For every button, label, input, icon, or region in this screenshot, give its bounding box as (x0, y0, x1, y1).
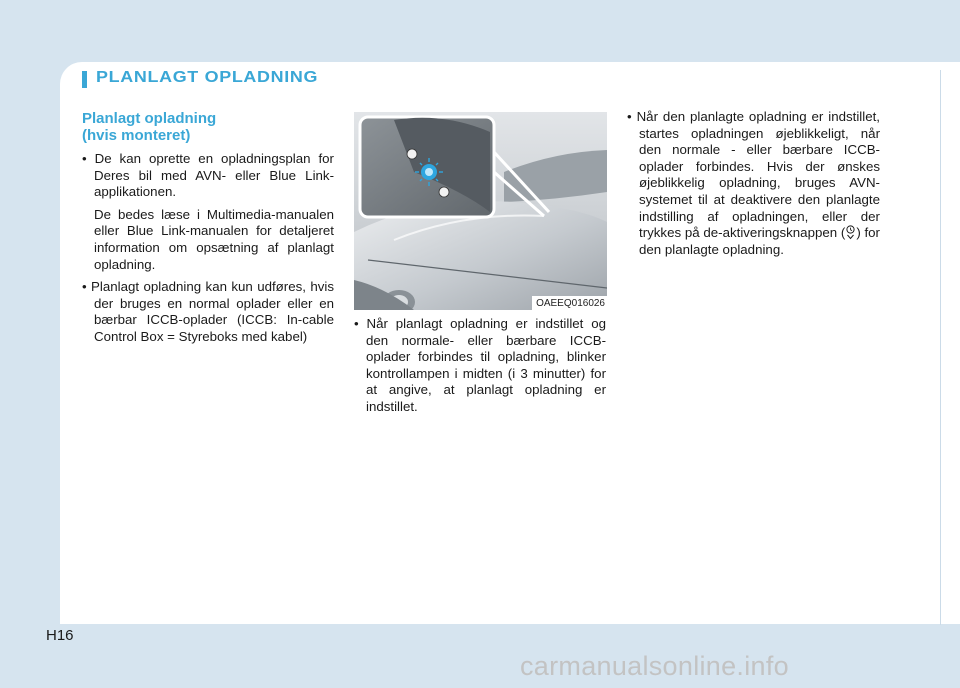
column-middle (354, 316, 606, 422)
page-rule (940, 70, 941, 625)
scheduled-charging-button-icon (845, 225, 856, 240)
paragraph-manual-reference: De bedes læse i Multimedia-manualen eller Blue Link-manualen for detaljeret information om opsætning af planlagt opladning. (94, 206, 334, 272)
section-title: PLANLAGT OPLADNING (96, 69, 319, 86)
heading-line-2: (hvis monteret) (82, 127, 191, 144)
paragraph-charging-plan: • De kan oprette en opladningsplan for Deres bil med AVN- eller Blue Link-applikationen. (82, 151, 334, 200)
site-watermark: carmanualsonline.info (520, 651, 789, 681)
page-number: H16 (46, 627, 74, 644)
paragraph-immediate-charging (627, 109, 880, 258)
text-after-icon: ) for den planlagte opladning. (639, 225, 880, 257)
paragraph-charger-requirement: • Planlagt opladning kan kun udføres, hvis der bruges en normal oplader eller en bærbar ICCB-oplader (ICCB: In-cable Control Box = Styreboks med kabel) (82, 279, 334, 344)
car-hood-drawing (354, 112, 607, 310)
figure-code: OAEEQ016026 (532, 296, 607, 310)
heading-line-1: Planlagt opladning (82, 110, 217, 127)
column-right (627, 109, 880, 264)
car-hood-illustration (354, 112, 607, 310)
column-left (82, 151, 334, 352)
paragraph-indicator-blink: • Når planlagt opladning er indstillet og den normale- eller bærbare ICCB-oplader forbindes til opladning, blinker kontrollampen i midten (i 3 minutter) for at angive, at planlagt opladning er indstillet. (354, 316, 606, 414)
text-before-icon: • Når den planlagte opladning er indstillet, startes opladningen øjeblikkeligt, når den normale - eller bærbare ICCB-oplader forbindes. Hvis der ønskes øjeblikkelig opladning, bruges AVN-systemet til at deaktivere den planlagte indstilling af opladningen, eller der trykkes på de-aktiveringsknappen ( (627, 109, 880, 241)
section-marker (82, 71, 87, 88)
subsection-heading (82, 110, 342, 144)
